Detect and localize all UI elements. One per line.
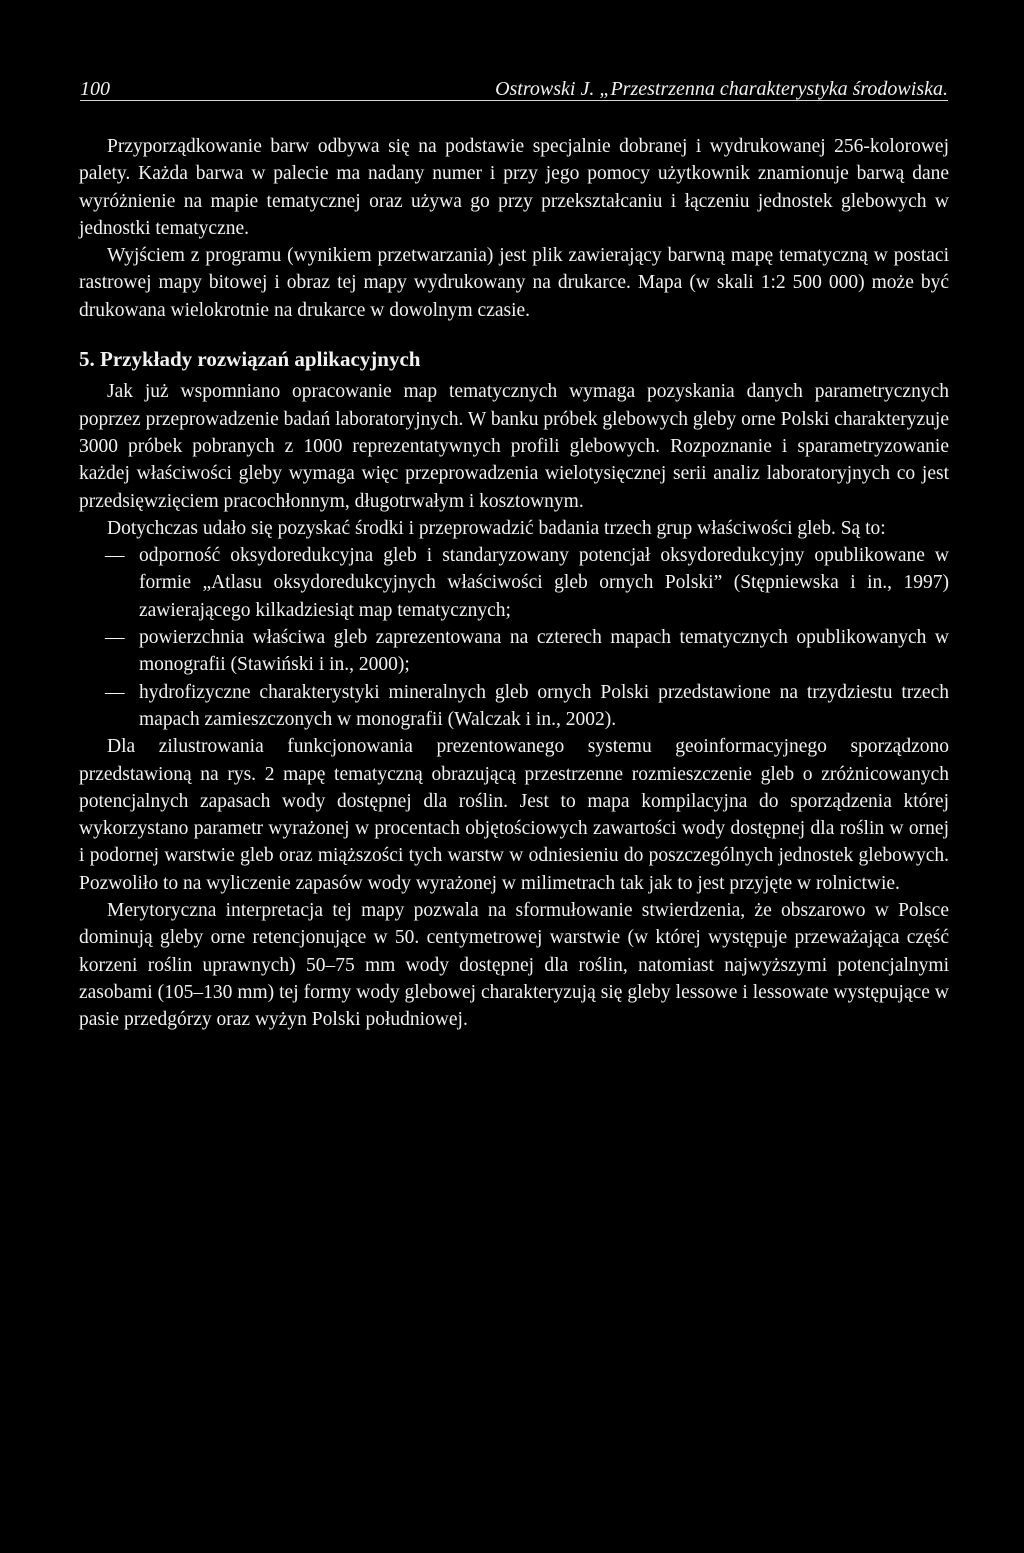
list-item <box>79 679 949 734</box>
section-heading: 5. Przykłady rozwiązań aplikacyjnych <box>79 347 421 372</box>
list-item-text: hydrofizyczne charakterystyki mineralnych gleb ornych Polski przedstawione na trzydziestu trzech mapach zamieszczonych w monografii (Walczak i in., 2002). <box>139 681 949 730</box>
list-item-text: powierzchnia właściwa gleb zaprezentowana na czterech mapach tematycznych opublikowanych w monografii (Stawiński i in., 2000); <box>139 627 949 676</box>
paragraph: Przyporządkowanie barw odbywa się na podstawie specjalnie dobranej i wydrukowanej 256-kolorowej palety. Każda barwa w palecie ma nadany numer i przy jego pomocy użytkownik znamionuje barwą dane wyróżnienie na mapie tematycznej oraz używa go przy przekształcaniu i łączeniu jednostek glebowych w jednostki tematyczne. <box>79 136 949 239</box>
paragraph: Wyjściem z programu (wynikiem przetwarzania) jest plik zawierający barwną mapę tematyczną w postaci rastrowej mapy bitowej i obraz tej mapy wydrukowany na drukarce. Mapa (w skali 1:2 500 000) może być drukowana wielokrotnie na drukarce w dowolnym czasie. <box>79 245 949 321</box>
list-dash: — <box>105 627 125 649</box>
page-number: 100 <box>80 78 110 100</box>
paragraph: Dotychczas udało się pozyskać środki i przeprowadzić badania trzech grup właściwości gleb. Są to: <box>107 517 886 539</box>
running-header <box>80 78 948 101</box>
list-dash: — <box>105 681 125 703</box>
list-item <box>79 542 949 624</box>
list-item-text: odporność oksydoredukcyjna gleb i standaryzowany potencjał oksydoredukcyjny opublikowane w formie „Atlasu oksydoredukcyjnych właściwości gleb ornych Polski” (Stępniewska i in., 1997) zawierającego kilkadziesiąt map tematycznych; <box>139 545 949 621</box>
running-title: Ostrowski J. „Przestrzenna charakterystyka środowiska. <box>495 78 948 100</box>
body-text <box>79 133 949 1034</box>
list-dash: — <box>105 545 125 567</box>
paragraph: Merytoryczna interpretacja tej mapy pozwala na sformułowanie stwierdzenia, że obszarowo w Polsce dominują gleby orne retencjonujące w 50. centymetrowej warstwie (w której występuje przeważająca część korzeni roślin uprawnych) 50–75 mm wody dostępnej dla roślin, natomiast najwyższymi potencjalnymi zasobami (105–130 mm) tej formy wody glebowej charakteryzują się gleby lessowe i lessowate występujące w pasie przedgórzy oraz wyżyn Polski południowej. <box>79 900 949 1031</box>
paragraph: Dla zilustrowania funkcjonowania prezentowanego systemu geoinformacyjnego sporządzono przedstawioną na rys. 2 mapę tematyczną obrazującą przestrzenne rozmieszczenie gleb o zróżnicowanych potencjalnych zapasach wody dostępnej dla roślin. Jest to mapa kompilacyjna do sporządzenia której wykorzystano parametr wyrażonej w procentach objętościowych zawartości wody dostępnej dla roślin w ornej i podornej warstwie gleb oraz miąższości tych warstw w odniesieniu do poszczególnych jednostek glebowych. Pozwoliło to na wyliczenie zapasów wody wyrażonej w milimetrach tak jak to jest przyjęte w rolnictwie. <box>79 736 949 894</box>
property-list <box>79 542 949 733</box>
list-item <box>79 624 949 679</box>
paragraph: Jak już wspomniano opracowanie map tematycznych wymaga pozyskania danych parametrycznych poprzez przeprowadzenie badań laboratoryjnych. W banku próbek glebowych gleby orne Polski charakteryzuje 3000 próbek pobranych z 1000 reprezentatywnych profili glebowych. Rozpoznanie i sparametryzowanie każdej właściwości gleby wymaga więc przeprowadzenia wielotysięcznej serii analiz laboratoryjnych co jest przedsięwzięciem pracochłonnym, długotrwałym i kosztownym. <box>79 381 949 512</box>
